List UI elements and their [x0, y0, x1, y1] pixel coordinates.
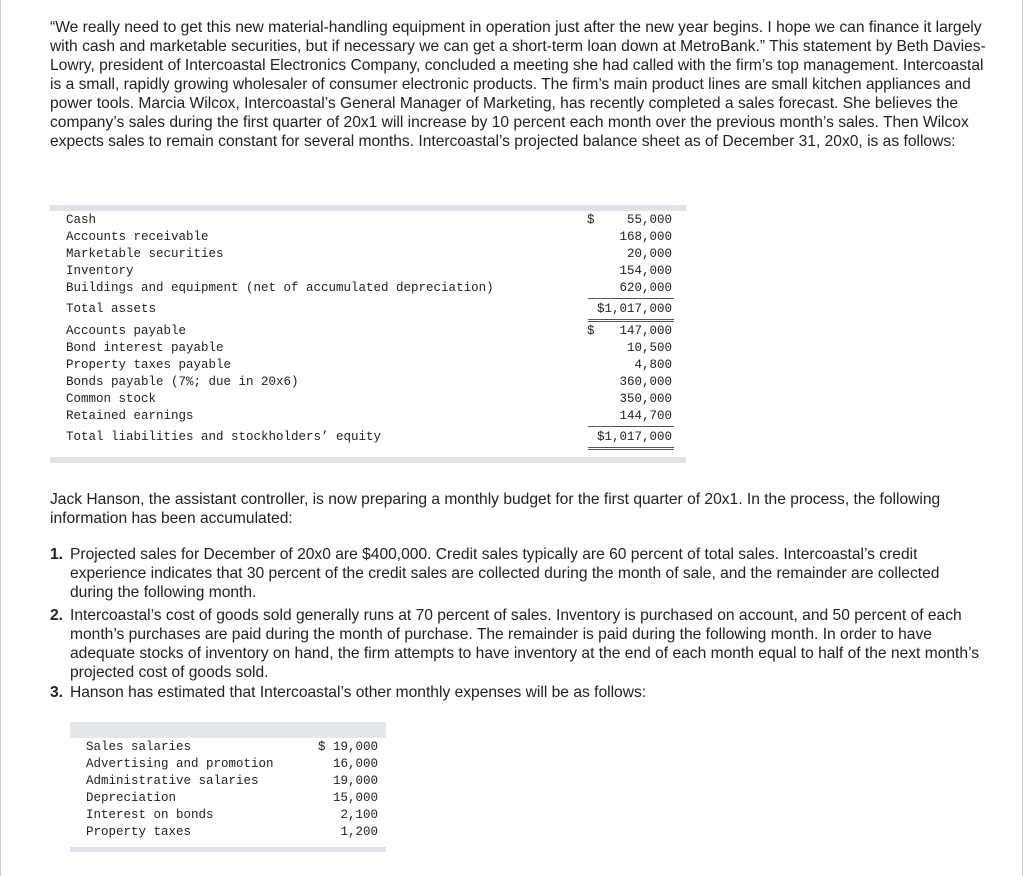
row-label: Buildings and equipment (net of accumulated depreciation): [66, 281, 494, 295]
table-row: [86, 791, 378, 808]
row-label: Depreciation: [86, 791, 177, 805]
dollar-sign: $: [587, 213, 595, 227]
table-top-bar: [50, 205, 686, 211]
total-double-rule: [588, 321, 674, 322]
table-row: [86, 825, 378, 842]
table-row-total: [66, 302, 676, 319]
list-number: 2.: [50, 607, 64, 624]
row-value: $1,017,000: [596, 302, 672, 316]
row-value: 2,100: [340, 808, 378, 822]
row-value: 168,000: [619, 230, 672, 244]
list-item: [50, 606, 985, 682]
table-row: [86, 808, 378, 825]
row-label: Total assets: [66, 302, 157, 316]
row-value: 1,200: [340, 825, 378, 839]
row-label: Retained earnings: [66, 409, 194, 423]
row-value: 350,000: [619, 392, 672, 406]
row-value: 4,800: [634, 358, 672, 372]
table-row: [66, 264, 676, 281]
list-text: Projected sales for December of 20x0 are $400,000. Credit sales typically are 60 percent of total sales. Intercoastal’s credit experience indicates that 30 percent of the credit sales are collected during the month of sale, and the remainder are collected during the following month.: [70, 546, 940, 601]
table-row-total: [66, 430, 676, 447]
list-item: [50, 683, 985, 702]
table-row: [66, 324, 676, 341]
table-row: [66, 247, 676, 264]
row-label: Advertising and promotion: [86, 757, 274, 771]
row-label: Accounts receivable: [66, 230, 209, 244]
total-rule: [588, 447, 674, 448]
row-value: $1,017,000: [596, 430, 672, 444]
row-label: Total liabilities and stockholders’ equity: [66, 430, 382, 444]
row-value: 55,000: [626, 213, 672, 227]
row-label: Administrative salaries: [86, 774, 259, 788]
table-row: [86, 740, 378, 757]
table-bottom-bar: [70, 847, 386, 852]
row-label: Interest on bonds: [86, 808, 214, 822]
row-value: 147,000: [619, 324, 672, 338]
list-text: Hanson has estimated that Intercoastal’s other monthly expenses will be as follows:: [70, 684, 647, 701]
row-value: 19,000: [332, 774, 378, 788]
row-label: Sales salaries: [86, 740, 192, 754]
row-label: Common stock: [66, 392, 157, 406]
row-label: Bonds payable (7%; due in 20x6): [66, 375, 299, 389]
total-double-rule: [588, 449, 674, 450]
table-row: [66, 392, 676, 409]
row-value: 10,500: [626, 341, 672, 355]
list-item: [50, 545, 985, 602]
row-value: 620,000: [619, 281, 672, 295]
row-label: Marketable securities: [66, 247, 224, 261]
row-value: 16,000: [332, 757, 378, 771]
row-value: $ 19,000: [317, 740, 378, 754]
dollar-sign: $: [587, 324, 595, 338]
table-row: [66, 341, 676, 358]
table-row: [86, 757, 378, 774]
row-value: 144,700: [619, 409, 672, 423]
total-rule: [588, 319, 674, 320]
table-row: [66, 213, 676, 230]
row-label: Property taxes: [86, 825, 192, 839]
row-label: Cash: [66, 213, 97, 227]
table-row: [66, 281, 676, 298]
intro-paragraph: “We really need to get this new material-handling equipment in operation just after the new year begins. I hope we can finance it largely with cash and marketable securities, but if necessary we can get a short-term loan down at MetroBank.” This statement by Beth Davies-Lowry, president of Intercoastal Electronics Company, concluded a meeting she had called with the firm’s top management. Intercoastal is a small, rapidly growing wholesaler of consumer electronic products. The firm’s main product lines are small kitchen appliances and power tools. Marcia Wilcox, Intercoastal’s General Manager of Marketing, has recently completed a sales forecast. She believes the company’s sales during the first quarter of 20x1 will increase by 10 percent each month over the previous month’s sales. Then Wilcox expects sales to remain constant for several months. Intercoastal’s projected balance sheet as of December 31, 20x0, is as follows:: [50, 19, 986, 150]
table-row: [86, 774, 378, 791]
row-value: 154,000: [619, 264, 672, 278]
table-row: [66, 230, 676, 247]
list-number: 1.: [50, 546, 64, 563]
list-text: Intercoastal’s cost of goods sold generally runs at 70 percent of sales. Inventory is purchased on account, and 50 percent of each month’s purchases are paid during the month of purchase. The remainder is paid during the following month. In order to have adequate stocks of inventory on hand, the firm attempts to have inventory at the end of each month equal to half of the next month’s projected cost of goods sold.: [70, 607, 980, 681]
subtotal-rule: [588, 426, 674, 427]
row-value: 360,000: [619, 375, 672, 389]
subtotal-rule: [588, 298, 674, 299]
table-row: [66, 409, 676, 426]
list-number: 3.: [50, 684, 64, 701]
table-row: [66, 358, 676, 375]
row-value: 15,000: [332, 791, 378, 805]
table-top-bar: [70, 722, 386, 738]
table-bottom-bar: [50, 457, 686, 463]
row-value: 20,000: [626, 247, 672, 261]
row-label: Property taxes payable: [66, 358, 232, 372]
row-label: Bond interest payable: [66, 341, 224, 355]
table-row: [66, 375, 676, 392]
row-label: Accounts payable: [66, 324, 187, 338]
row-label: Inventory: [66, 264, 134, 278]
hanson-paragraph: Jack Hanson, the assistant controller, is now preparing a monthly budget for the first quarter of 20x1. In the process, the following information has been accumulated:: [50, 491, 941, 527]
